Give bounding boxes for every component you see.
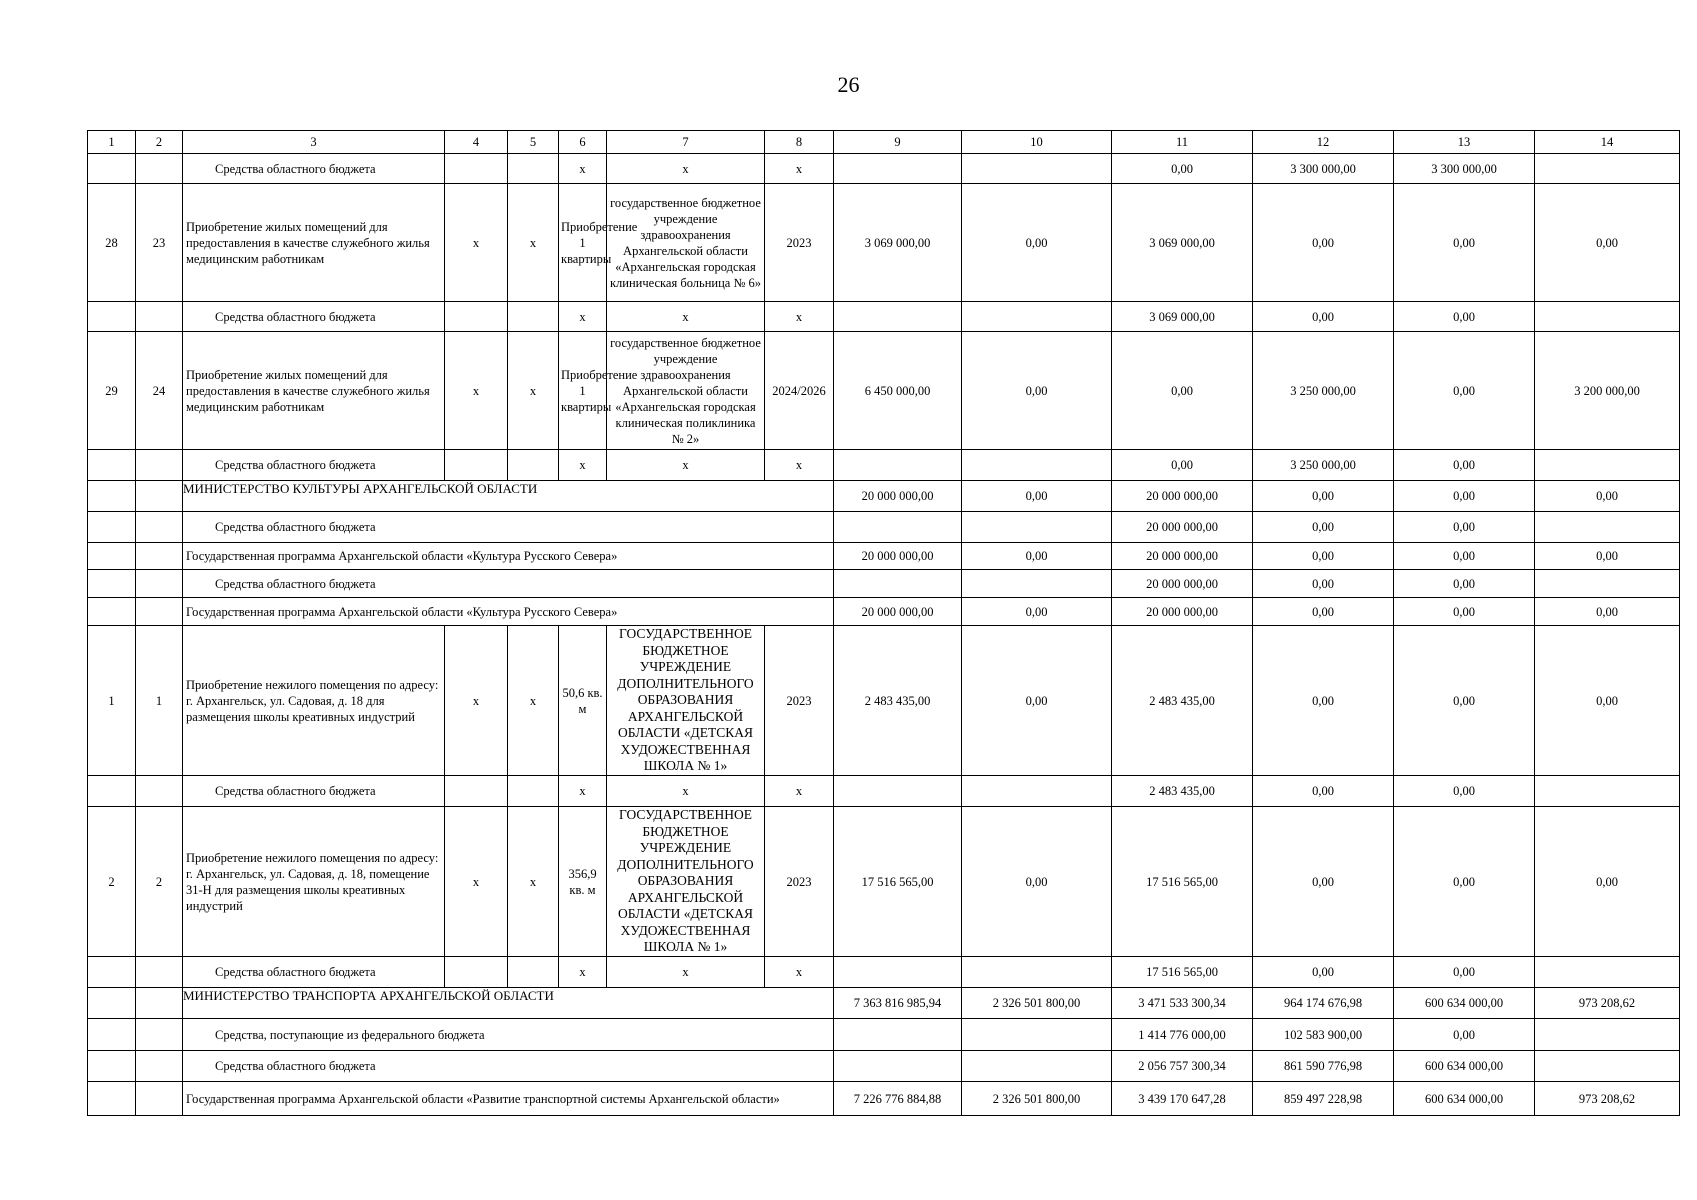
amount-col9 xyxy=(834,302,962,332)
program-title: Государственная программа Архангельской области «Культура Русского Севера» xyxy=(183,598,834,626)
amount-col11: 2 056 757 300,34 xyxy=(1112,1051,1253,1082)
cell-col2 xyxy=(136,988,183,1019)
cell-col1 xyxy=(88,543,136,570)
amount-col11: 20 000 000,00 xyxy=(1112,598,1253,626)
cell-col4: x xyxy=(445,332,508,450)
amount-col9: 2 483 435,00 xyxy=(834,626,962,776)
amount-col10: 0,00 xyxy=(962,184,1112,302)
cell-col1 xyxy=(88,957,136,988)
cell-col1 xyxy=(88,988,136,1019)
cell-col1 xyxy=(88,598,136,626)
amount-col13: 0,00 xyxy=(1394,481,1535,512)
amount-col10: 0,00 xyxy=(962,543,1112,570)
cell-col6: x xyxy=(559,957,607,988)
amount-col11: 0,00 xyxy=(1112,450,1253,481)
cell-col1 xyxy=(88,302,136,332)
amount-col10 xyxy=(962,957,1112,988)
funding-source-label: Средства областного бюджета xyxy=(183,302,445,332)
amount-col14: 0,00 xyxy=(1535,543,1680,570)
amount-col9 xyxy=(834,154,962,184)
amount-col12: 102 583 900,00 xyxy=(1253,1019,1394,1051)
amount-col9 xyxy=(834,512,962,543)
cell-col4: x xyxy=(445,626,508,776)
cell-col7: x xyxy=(607,302,765,332)
amount-col13: 0,00 xyxy=(1394,957,1535,988)
object-capacity: Приобретение 1 квартиры xyxy=(559,332,607,450)
funding-source-label: Средства областного бюджета xyxy=(183,570,834,598)
header-cell: 9 xyxy=(834,131,962,154)
amount-col14 xyxy=(1535,957,1680,988)
table-row-item xyxy=(88,184,1680,302)
amount-col9: 3 069 000,00 xyxy=(834,184,962,302)
amount-col9: 20 000 000,00 xyxy=(834,598,962,626)
cell-col2 xyxy=(136,512,183,543)
amount-col10: 0,00 xyxy=(962,598,1112,626)
table-row-item xyxy=(88,807,1680,957)
amount-col12: 0,00 xyxy=(1253,776,1394,807)
amount-col11: 1 414 776 000,00 xyxy=(1112,1019,1253,1051)
cell-col2 xyxy=(136,598,183,626)
table-row-wide_indent xyxy=(88,1019,1680,1051)
table-row-wide_indent xyxy=(88,512,1680,543)
cell-col4 xyxy=(445,957,508,988)
cell-col2 xyxy=(136,302,183,332)
amount-col9 xyxy=(834,776,962,807)
cell-col6: x xyxy=(559,302,607,332)
amount-col9 xyxy=(834,1051,962,1082)
amount-col10: 0,00 xyxy=(962,626,1112,776)
cell-col6: x xyxy=(559,450,607,481)
amount-col11: 3 069 000,00 xyxy=(1112,302,1253,332)
amount-col10 xyxy=(962,570,1112,598)
cell-col1 xyxy=(88,1082,136,1116)
amount-col14: 0,00 xyxy=(1535,598,1680,626)
amount-col13: 0,00 xyxy=(1394,512,1535,543)
item-number: 23 xyxy=(136,184,183,302)
cell-col2 xyxy=(136,776,183,807)
cell-col5: x xyxy=(508,184,559,302)
table-row-ministry xyxy=(88,481,1680,512)
amount-col14: 973 208,62 xyxy=(1535,988,1680,1019)
cell-col5 xyxy=(508,154,559,184)
cell-col5: x xyxy=(508,626,559,776)
cell-col1 xyxy=(88,1019,136,1051)
amount-col11: 20 000 000,00 xyxy=(1112,512,1253,543)
amount-col9: 20 000 000,00 xyxy=(834,543,962,570)
cell-col2 xyxy=(136,1019,183,1051)
amount-col10: 0,00 xyxy=(962,807,1112,957)
ministry-title: МИНИСТЕРСТВО КУЛЬТУРЫ АРХАНГЕЛЬСКОЙ ОБЛАСТИ xyxy=(183,481,834,512)
amount-col14 xyxy=(1535,450,1680,481)
amount-col9: 7 363 816 985,94 xyxy=(834,988,962,1019)
program-title: Государственная программа Архангельской области «Развитие транспортной системы Архангельской области» xyxy=(183,1082,834,1116)
amount-col13: 0,00 xyxy=(1394,626,1535,776)
cell-col2 xyxy=(136,154,183,184)
header-cell: 1 xyxy=(88,131,136,154)
amount-col9 xyxy=(834,570,962,598)
header-row xyxy=(88,131,1680,154)
funding-source-label: Средства, поступающие из федерального бюджета xyxy=(183,1019,834,1051)
amount-col12: 3 250 000,00 xyxy=(1253,332,1394,450)
table-row-wide_prog xyxy=(88,543,1680,570)
cell-col8: x xyxy=(765,450,834,481)
amount-col14 xyxy=(1535,570,1680,598)
object-capacity: Приобретение 1 квартиры xyxy=(559,184,607,302)
amount-col13: 0,00 xyxy=(1394,1019,1535,1051)
table-row-item xyxy=(88,332,1680,450)
header-cell: 14 xyxy=(1535,131,1680,154)
amount-col12: 0,00 xyxy=(1253,302,1394,332)
amount-col13: 0,00 xyxy=(1394,332,1535,450)
header-cell: 2 xyxy=(136,131,183,154)
cell-col6: x xyxy=(559,154,607,184)
amount-col11: 2 483 435,00 xyxy=(1112,626,1253,776)
table-row-wide_indent xyxy=(88,570,1680,598)
amount-col10 xyxy=(962,302,1112,332)
cell-col8: x xyxy=(765,302,834,332)
table-row-budget xyxy=(88,154,1680,184)
table-row-budget xyxy=(88,957,1680,988)
object-capacity: 356,9 кв. м xyxy=(559,807,607,957)
amount-col9: 17 516 565,00 xyxy=(834,807,962,957)
header-cell: 10 xyxy=(962,131,1112,154)
header-cell: 12 xyxy=(1253,131,1394,154)
cell-col2 xyxy=(136,570,183,598)
table-row-wide_indent xyxy=(88,1051,1680,1082)
amount-col12: 3 300 000,00 xyxy=(1253,154,1394,184)
cell-col4: x xyxy=(445,184,508,302)
funding-source-label: Средства областного бюджета xyxy=(183,776,445,807)
amount-col12: 0,00 xyxy=(1253,626,1394,776)
item-description: Приобретение жилых помещений для предоставления в качестве служебного жилья медицинским работникам xyxy=(183,184,445,302)
amount-col12: 0,00 xyxy=(1253,184,1394,302)
acquisition-year: 2023 xyxy=(765,807,834,957)
amount-col10 xyxy=(962,776,1112,807)
cell-col4 xyxy=(445,154,508,184)
acquisition-year: 2024/2026 xyxy=(765,332,834,450)
cell-col2 xyxy=(136,957,183,988)
table-row-budget xyxy=(88,302,1680,332)
funding-source-label: Средства областного бюджета xyxy=(183,154,445,184)
amount-col11: 20 000 000,00 xyxy=(1112,481,1253,512)
item-number: 1 xyxy=(136,626,183,776)
cell-col5: x xyxy=(508,332,559,450)
item-number: 24 xyxy=(136,332,183,450)
amount-col11: 3 471 533 300,34 xyxy=(1112,988,1253,1019)
object-capacity: 50,6 кв. м xyxy=(559,626,607,776)
funding-source-label: Средства областного бюджета xyxy=(183,1051,834,1082)
cell-col8: x xyxy=(765,957,834,988)
amount-col13: 0,00 xyxy=(1394,570,1535,598)
amount-col9: 20 000 000,00 xyxy=(834,481,962,512)
cell-col1 xyxy=(88,570,136,598)
row-number: 28 xyxy=(88,184,136,302)
amount-col14: 0,00 xyxy=(1535,807,1680,957)
amount-col12: 3 250 000,00 xyxy=(1253,450,1394,481)
amount-col9: 7 226 776 884,88 xyxy=(834,1082,962,1116)
recipient-institution: государственное бюджетное учреждение здравоохранения Архангельской области «Архангельская городская клиническая больница № 6» xyxy=(607,184,765,302)
header-cell: 6 xyxy=(559,131,607,154)
funding-source-label: Средства областного бюджета xyxy=(183,450,445,481)
amount-col13: 0,00 xyxy=(1394,807,1535,957)
amount-col9 xyxy=(834,450,962,481)
amount-col12: 0,00 xyxy=(1253,543,1394,570)
amount-col11: 17 516 565,00 xyxy=(1112,957,1253,988)
cell-col6: x xyxy=(559,776,607,807)
row-number: 1 xyxy=(88,626,136,776)
amount-col10: 2 326 501 800,00 xyxy=(962,1082,1112,1116)
amount-col13: 600 634 000,00 xyxy=(1394,1082,1535,1116)
cell-col2 xyxy=(136,1051,183,1082)
amount-col14: 3 200 000,00 xyxy=(1535,332,1680,450)
ministry-title: МИНИСТЕРСТВО ТРАНСПОРТА АРХАНГЕЛЬСКОЙ ОБЛАСТИ xyxy=(183,988,834,1019)
funding-source-label: Средства областного бюджета xyxy=(183,957,445,988)
amount-col12: 0,00 xyxy=(1253,598,1394,626)
amount-col13: 0,00 xyxy=(1394,543,1535,570)
header-cell: 11 xyxy=(1112,131,1253,154)
header-cell: 8 xyxy=(765,131,834,154)
amount-col11: 20 000 000,00 xyxy=(1112,543,1253,570)
cell-col1 xyxy=(88,512,136,543)
program-title: Государственная программа Архангельской области «Культура Русского Севера» xyxy=(183,543,834,570)
amount-col10 xyxy=(962,154,1112,184)
header-cell: 5 xyxy=(508,131,559,154)
cell-col7: x xyxy=(607,450,765,481)
cell-col5 xyxy=(508,957,559,988)
amount-col10 xyxy=(962,450,1112,481)
cell-col4 xyxy=(445,302,508,332)
amount-col12: 964 174 676,98 xyxy=(1253,988,1394,1019)
header-cell: 4 xyxy=(445,131,508,154)
amount-col12: 859 497 228,98 xyxy=(1253,1082,1394,1116)
cell-col4 xyxy=(445,450,508,481)
amount-col11: 0,00 xyxy=(1112,154,1253,184)
amount-col14: 973 208,62 xyxy=(1535,1082,1680,1116)
item-description: Приобретение жилых помещений для предоставления в качестве служебного жилья медицинским работникам xyxy=(183,332,445,450)
amount-col12: 0,00 xyxy=(1253,957,1394,988)
amount-col14 xyxy=(1535,776,1680,807)
amount-col14 xyxy=(1535,1051,1680,1082)
cell-col5 xyxy=(508,776,559,807)
table-row-ministry xyxy=(88,988,1680,1019)
cell-col1 xyxy=(88,1051,136,1082)
cell-col2 xyxy=(136,543,183,570)
amount-col12: 0,00 xyxy=(1253,481,1394,512)
amount-col13: 600 634 000,00 xyxy=(1394,988,1535,1019)
amount-col10 xyxy=(962,512,1112,543)
acquisition-year: 2023 xyxy=(765,184,834,302)
amount-col14 xyxy=(1535,1019,1680,1051)
amount-col11: 17 516 565,00 xyxy=(1112,807,1253,957)
amount-col14 xyxy=(1535,512,1680,543)
cell-col1 xyxy=(88,481,136,512)
amount-col9 xyxy=(834,1019,962,1051)
funding-source-label: Средства областного бюджета xyxy=(183,512,834,543)
recipient-institution: ГОСУДАРСТВЕННОЕ БЮДЖЕТНОЕ УЧРЕЖДЕНИЕ ДОПОЛНИТЕЛЬНОГО ОБРАЗОВАНИЯ АРХАНГЕЛЬСКОЙ ОБЛАСТИ «ДЕТСКАЯ ХУДОЖЕСТВЕННАЯ ШКОЛА № 1» xyxy=(607,807,765,957)
amount-col11: 3 069 000,00 xyxy=(1112,184,1253,302)
row-number: 29 xyxy=(88,332,136,450)
amount-col13: 0,00 xyxy=(1394,450,1535,481)
item-description: Приобретение нежилого помещения по адресу: г. Архангельск, ул. Садовая, д. 18 для размещения школы креативных индустрий xyxy=(183,626,445,776)
amount-col9: 6 450 000,00 xyxy=(834,332,962,450)
amount-col13: 600 634 000,00 xyxy=(1394,1051,1535,1082)
amount-col13: 0,00 xyxy=(1394,184,1535,302)
amount-col13: 0,00 xyxy=(1394,302,1535,332)
header-cell: 13 xyxy=(1394,131,1535,154)
cell-col1 xyxy=(88,154,136,184)
amount-col11: 0,00 xyxy=(1112,332,1253,450)
cell-col2 xyxy=(136,1082,183,1116)
amount-col12: 0,00 xyxy=(1253,570,1394,598)
amount-col10: 0,00 xyxy=(962,332,1112,450)
table-row-budget xyxy=(88,776,1680,807)
amount-col10 xyxy=(962,1019,1112,1051)
table-row-item xyxy=(88,626,1680,776)
item-number: 2 xyxy=(136,807,183,957)
amount-col14 xyxy=(1535,302,1680,332)
cell-col1 xyxy=(88,776,136,807)
amount-col12: 0,00 xyxy=(1253,512,1394,543)
cell-col5 xyxy=(508,450,559,481)
amount-col11: 2 483 435,00 xyxy=(1112,776,1253,807)
table-body xyxy=(88,131,1680,1116)
cell-col2 xyxy=(136,450,183,481)
cell-col1 xyxy=(88,450,136,481)
amount-col13: 3 300 000,00 xyxy=(1394,154,1535,184)
cell-col8: x xyxy=(765,776,834,807)
header-cell: 3 xyxy=(183,131,445,154)
amount-col14: 0,00 xyxy=(1535,626,1680,776)
table-row-wide_prog xyxy=(88,598,1680,626)
row-number: 2 xyxy=(88,807,136,957)
budget-table xyxy=(87,130,1680,1116)
amount-col10: 2 326 501 800,00 xyxy=(962,988,1112,1019)
cell-col4 xyxy=(445,776,508,807)
amount-col10: 0,00 xyxy=(962,481,1112,512)
cell-col7: x xyxy=(607,776,765,807)
recipient-institution: ГОСУДАРСТВЕННОЕ БЮДЖЕТНОЕ УЧРЕЖДЕНИЕ ДОПОЛНИТЕЛЬНОГО ОБРАЗОВАНИЯ АРХАНГЕЛЬСКОЙ ОБЛАСТИ «ДЕТСКАЯ ХУДОЖЕСТВЕННАЯ ШКОЛА № 1» xyxy=(607,626,765,776)
cell-col2 xyxy=(136,481,183,512)
amount-col11: 3 439 170 647,28 xyxy=(1112,1082,1253,1116)
amount-col12: 861 590 776,98 xyxy=(1253,1051,1394,1082)
amount-col14: 0,00 xyxy=(1535,481,1680,512)
amount-col9 xyxy=(834,957,962,988)
cell-col7: x xyxy=(607,957,765,988)
page-number: 26 xyxy=(837,72,860,97)
cell-col7: x xyxy=(607,154,765,184)
cell-col5: x xyxy=(508,807,559,957)
amount-col11: 20 000 000,00 xyxy=(1112,570,1253,598)
table-row-budget xyxy=(88,450,1680,481)
cell-col5 xyxy=(508,302,559,332)
amount-col13: 0,00 xyxy=(1394,598,1535,626)
cell-col4: x xyxy=(445,807,508,957)
amount-col12: 0,00 xyxy=(1253,807,1394,957)
acquisition-year: 2023 xyxy=(765,626,834,776)
amount-col10 xyxy=(962,1051,1112,1082)
item-description: Приобретение нежилого помещения по адресу: г. Архангельск, ул. Садовая, д. 18, помещение 31-Н для размещения школы креативных индустрий xyxy=(183,807,445,957)
header-cell: 7 xyxy=(607,131,765,154)
amount-col13: 0,00 xyxy=(1394,776,1535,807)
amount-col14: 0,00 xyxy=(1535,184,1680,302)
amount-col14 xyxy=(1535,154,1680,184)
recipient-institution: государственное бюджетное учреждение здравоохранения Архангельской области «Архангельская городская клиническая поликлиника № 2» xyxy=(607,332,765,450)
table-row-wide_prog xyxy=(88,1082,1680,1116)
cell-col8: x xyxy=(765,154,834,184)
